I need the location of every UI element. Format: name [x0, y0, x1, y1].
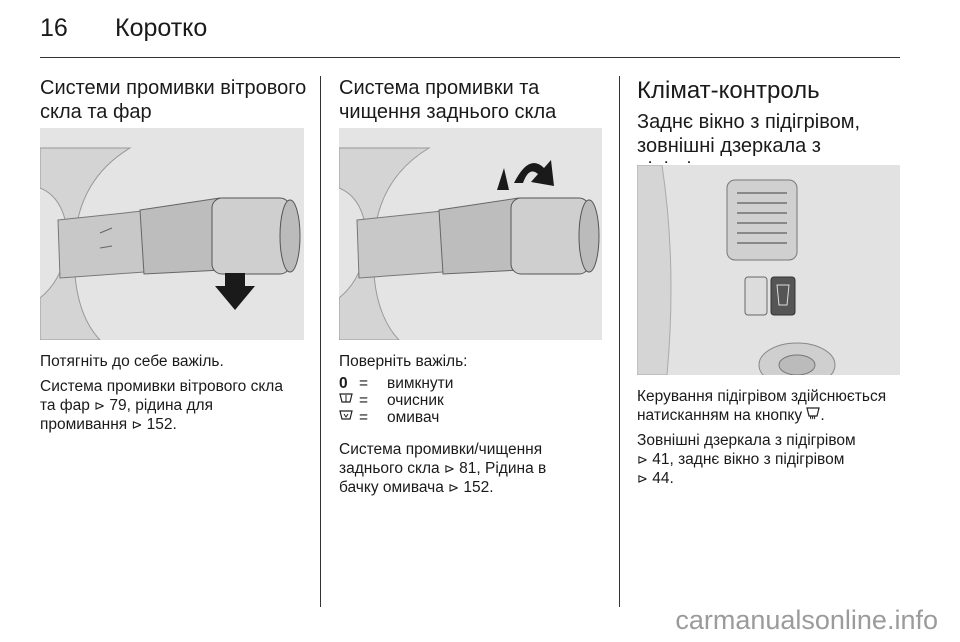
- page-ref[interactable]: 41, заднє вікно з підігрівом: [652, 451, 845, 468]
- ref-arrow-icon: ⊳: [131, 417, 143, 432]
- heated-rear-window-button-figure: [637, 165, 900, 375]
- rear-wiper-icon: [339, 392, 359, 410]
- page-ref[interactable]: 81, Рідина в: [459, 460, 547, 477]
- page-number: 16: [40, 14, 68, 42]
- watermark: carmanualsonline.info: [675, 605, 938, 635]
- column-divider-1: [320, 76, 321, 607]
- heated-rear-window-icon: [806, 407, 820, 424]
- col2-body: Система промивки/чищення заднього скла ⊳ 81, Рідина в бачку омивача ⊳ 152.: [339, 441, 547, 496]
- column-rear-wiper: [339, 76, 609, 124]
- caption: Поверніть важіль:: [339, 353, 468, 370]
- section-heading: Системи промивки вітрового скла та фар: [40, 77, 307, 123]
- page-ref[interactable]: 44.: [652, 470, 674, 487]
- off-symbol: 0: [339, 374, 348, 392]
- page-ref[interactable]: 152.: [463, 479, 494, 496]
- page-ref[interactable]: 79, рідина для: [109, 397, 213, 414]
- ref-arrow-icon: ⊳: [637, 471, 648, 486]
- wiper-stalk-pull-figure: [40, 128, 304, 340]
- page-title: Коротко: [115, 14, 208, 42]
- ref-arrow-icon: ⊳: [448, 480, 460, 495]
- col1-text: [40, 352, 310, 440]
- legend-row-wiper: = очисник: [339, 392, 453, 409]
- legend-row-washer: = омивач: [339, 409, 453, 426]
- legend-row-off: 0 = вимкнути: [339, 374, 454, 392]
- wiper-stalk-rotate-figure: [339, 128, 602, 340]
- section-subheading: Заднє вікно з підігрівом, зовнішні дзеркала з: [637, 111, 861, 157]
- ref-arrow-icon: ⊳: [443, 461, 455, 476]
- rear-wiper-legend: [339, 375, 453, 426]
- page-ref[interactable]: 152.: [146, 416, 177, 433]
- body: Система промивки вітрового скла та фар ⊳ 79, рідина для промивання ⊳ 152.: [40, 378, 283, 433]
- rear-washer-icon: [339, 409, 359, 427]
- section-heading: Система промивки та чищення заднього скла: [339, 77, 557, 123]
- section-heading: Клімат-контроль: [637, 77, 820, 104]
- col3-text: Керування підігрівом здійснюється натисканням на кнопку . Зовнішні дзеркала з підігрівом ⊳ 41, заднє вікно з підігрівом ⊳ 44.: [637, 388, 887, 487]
- header-rule: [40, 57, 900, 58]
- ref-arrow-icon: ⊳: [94, 398, 106, 413]
- caption: Потягніть до себе важіль.: [40, 353, 224, 370]
- column-divider-2: [619, 76, 620, 607]
- col2-caption: [339, 352, 609, 377]
- ref-arrow-icon: ⊳: [637, 452, 648, 467]
- column-washer-windscreen: [40, 76, 310, 124]
